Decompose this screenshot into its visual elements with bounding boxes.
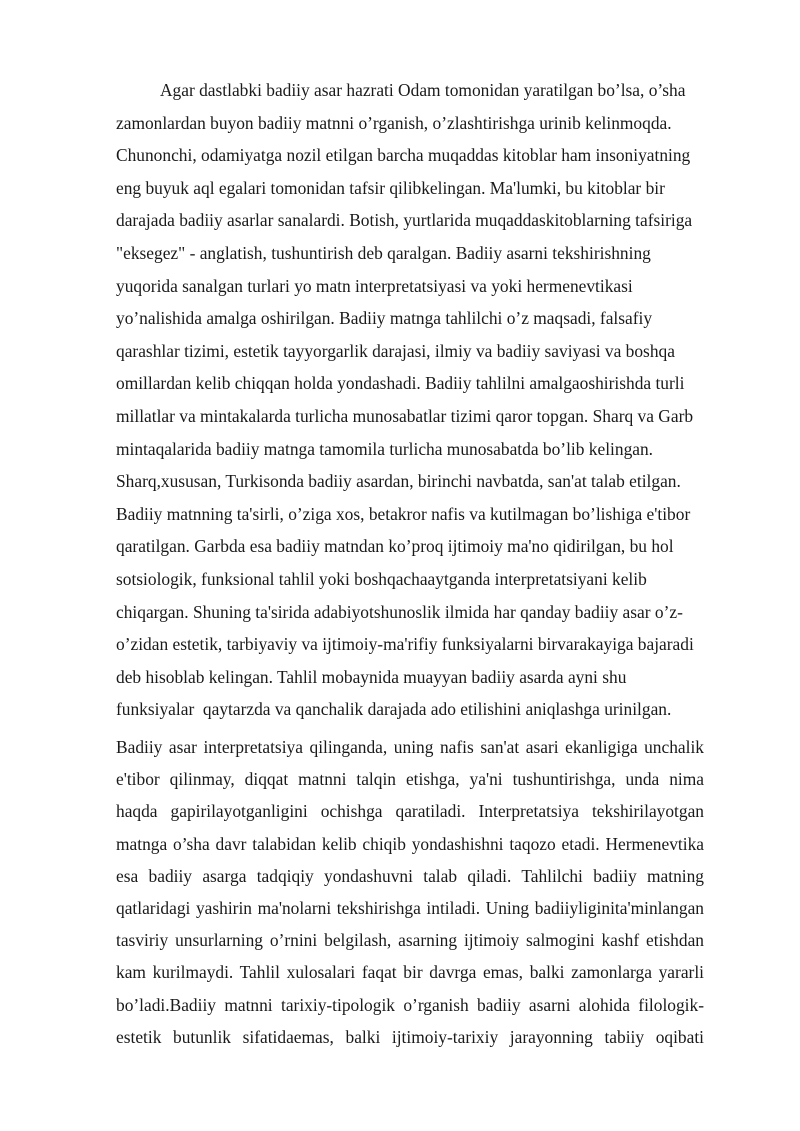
text-line: "eksegez" - anglatish, tushuntirish deb qaralgan. Badiiy asarni tekshirishning [116, 242, 651, 263]
text-line: deb hisoblab kelingan. Tahlil mobaynida muayyan badiiy asarda ayni shu [116, 666, 627, 687]
text-line: omillardan kelib chiqqan holda yondashadi. Badiiy tahlilni amalgaoshirishda turli [116, 373, 685, 394]
text-line: haqda gapirilayotganligini ochishga qaratiladi. Interpretatsiya tekshirilayotgan [116, 801, 704, 822]
text-line: esa badiiy asarga tadqiqiy yondashuvni talab qiladi. Tahlilchi badiiy matning [116, 865, 704, 886]
text-line: qatlaridagi yashirin ma'nolarni tekshirishga intiladi. Uning badiiyliginita'minlangan [116, 898, 704, 919]
text-line: Sharq,xususan, Turkisonda badiiy asardan, birinchi navbatda, san'at talab etilgan. [116, 471, 681, 492]
text-line: matnga o’sha davr talabidan kelib chiqib yondashishni taqozo etadi. Hermenevtika [116, 833, 704, 854]
text-line: tasviriy unsurlarning o’rnini belgilash, asarning ijtimoiy salmogini kashf etishdan [116, 930, 704, 951]
text-line: yuqorida sanalgan turlari yo matn interpretatsiyasi va yoki hermenevtikasi [116, 275, 633, 296]
text-line: funksiyalar qaytarzda va qanchalik darajada ado etilishini aniqlashga urinilgan. [116, 699, 672, 720]
text-line: Badiiy matnning ta'sirli, o’ziga xos, betakror nafis va kutilmagan bo’lishiga e'tibor [116, 503, 691, 524]
paragraph-2 [116, 731, 704, 1053]
text-line: estetik butunlik sifatidaemas, balki ijtimoiy-tarixiy jarayonning tabiiy oqibati [116, 1026, 704, 1047]
text-line: kam kurilmaydi. Tahlil xulosalari faqat bir davrga emas, balki zamonlarga yararli [116, 962, 704, 983]
text-line: bo’ladi.Badiiy matnni tarixiy-tipologik o’rganish badiiy asarni alohida filologik- [116, 994, 704, 1015]
text-line: Chunonchi, odamiyatga nozil etilgan barcha muqaddas kitoblar ham insoniyatning [116, 145, 691, 166]
text-line: sotsiologik, funksional tahlil yoki boshqachaaytganda interpretatsiyani kelib [116, 568, 647, 589]
text-line: e'tibor qilinmay, diqqat matnni talqin etishga, ya'ni tushuntirishga, unda nima [116, 769, 704, 790]
text-line: chiqargan. Shuning ta'sirida adabiyotshunoslik ilmida har qanday badiiy asar o’z- [116, 601, 683, 622]
text-line: mintaqalarida badiiy matnga tamomila turlicha munosabatda bo’lib kelingan. [116, 438, 654, 459]
text-line: eng buyuk aql egalari tomonidan tafsir qilibkelingan. Ma'lumki, bu kitoblar bir [116, 177, 665, 198]
text-line: millatlar va mintakalarda turlicha munosabatlar tizimi qaror topgan. Sharq va Garb [116, 405, 694, 426]
text-line: Agar dastlabki badiiy asar hazrati Odam tomonidan yaratilgan bo’lsa, o’sha [160, 80, 686, 100]
text-line: zamonlardan buyon badiiy matnni o’rganish, o’zlashtirishga urinib kelinmoqda. [116, 112, 672, 133]
text-line: qarashlar tizimi, estetik tayyorgarlik darajasi, ilmiy va badiiy saviyasi va boshqa [116, 340, 675, 361]
text-line: o’zidan estetik, tarbiyaviy va ijtimoiy-ma'rifiy funksiyalarni birvarakayiga bajaradi [116, 634, 694, 655]
text-line: qaratilgan. Garbda esa badiiy matndan ko’proq ijtimoiy ma'no qidirilgan, bu hol [116, 536, 674, 557]
text-line: darajada badiiy asarlar sanalardi. Botish, yurtlarida muqaddaskitoblarning tafsiriga [116, 210, 693, 231]
text-line: Badiiy asar interpretatsiya qilinganda, uning nafis san'at asari ekanligiga unchalik [116, 737, 704, 757]
text-line: yo’nalishida amalga oshirilgan. Badiiy matnga tahlilchi o’z maqsadi, falsafiy [116, 308, 653, 329]
paragraph-1 [116, 74, 704, 726]
